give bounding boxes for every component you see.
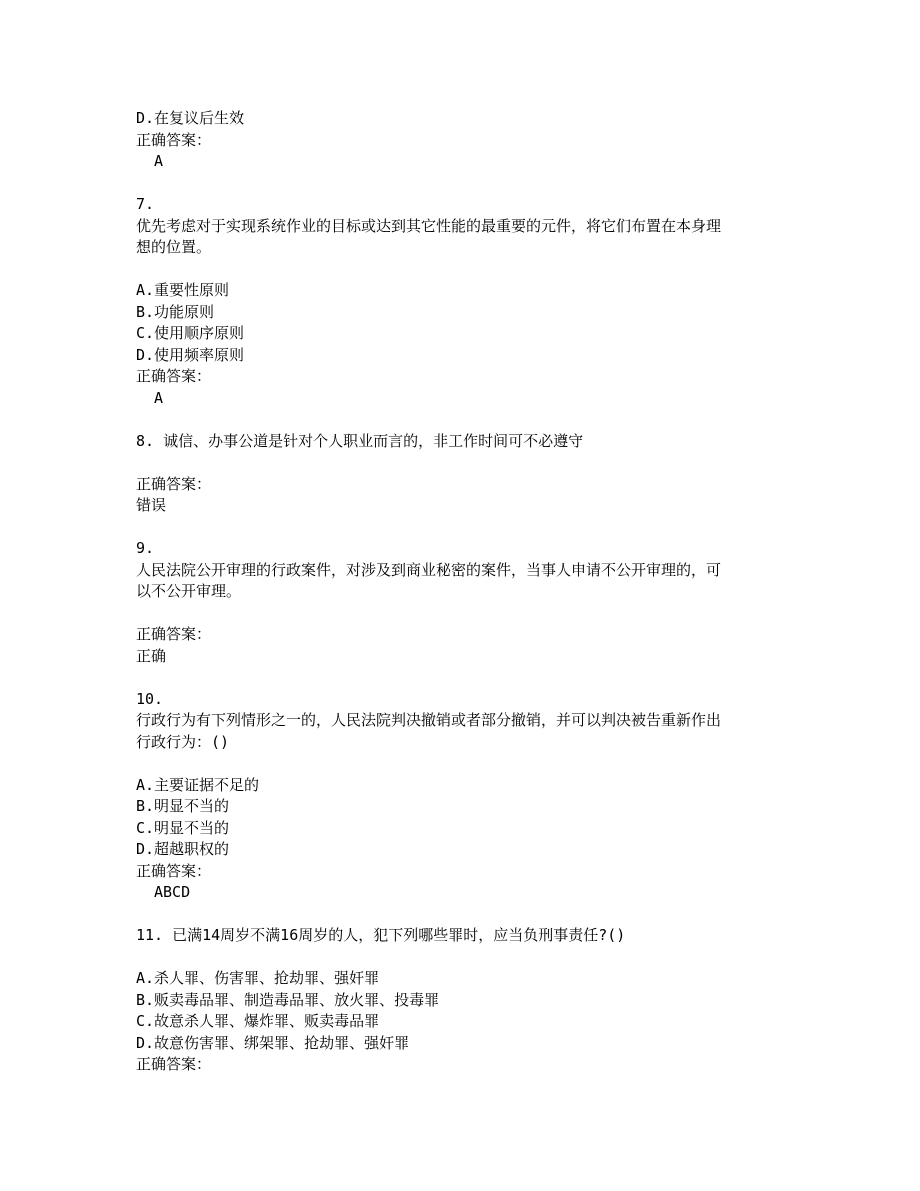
spacer bbox=[136, 603, 796, 625]
option-a: A.主要证据不足的 bbox=[136, 775, 260, 794]
option-b: B.功能原则 bbox=[136, 302, 215, 321]
question-stem-line: 以不公开审理。 bbox=[136, 582, 242, 600]
answer-label: 正确答案： bbox=[136, 625, 212, 643]
option-a: A.杀人罪、伤害罪、抢劫罪、强奸罪 bbox=[136, 969, 380, 987]
option-d: D.使用频率原则 bbox=[136, 345, 245, 364]
question-9 bbox=[136, 538, 796, 667]
spacer bbox=[136, 259, 796, 281]
spacer bbox=[136, 904, 796, 926]
answer-label: 正确答案： bbox=[136, 1055, 212, 1073]
option-a: A.重要性原则 bbox=[136, 281, 230, 299]
answer-label: 正确答案： bbox=[136, 367, 212, 385]
spacer bbox=[136, 947, 796, 969]
option-c: C.明显不当的 bbox=[136, 818, 230, 837]
answer-label: 正确答案： bbox=[136, 474, 212, 493]
answer-value: 正确 bbox=[136, 646, 167, 665]
answer-label: 正确答案： bbox=[136, 861, 212, 880]
question-list bbox=[136, 108, 796, 1076]
spacer bbox=[136, 452, 796, 474]
question-7 bbox=[136, 194, 796, 409]
option-c: C.故意杀人罪、爆炸罪、贩卖毒品罪 bbox=[136, 1012, 380, 1030]
spacer bbox=[136, 667, 796, 689]
option-c: C.使用顺序原则 bbox=[136, 324, 245, 342]
question-6-tail bbox=[136, 108, 796, 173]
option-d: D.故意伤害罪、绑架罪、抢劫罪、强奸罪 bbox=[136, 1033, 410, 1052]
answer-value: 错误 bbox=[136, 496, 167, 514]
question-stem-line: 优先考虑对于实现系统作业的目标或达到其它性能的最重要的元件，将它们布置在本身理 bbox=[136, 216, 722, 235]
question-stem-line: 8. 诚信、办事公道是针对个人职业而言的，非工作时间可不必遵守 bbox=[136, 431, 584, 450]
question-11 bbox=[136, 925, 796, 1076]
option-b: B.明显不当的 bbox=[136, 797, 230, 815]
spacer bbox=[136, 409, 796, 431]
option-d: D.在复议后生效 bbox=[136, 109, 245, 127]
question-number: 10. bbox=[136, 689, 164, 708]
answer-value: ABCD bbox=[154, 883, 191, 901]
question-8 bbox=[136, 431, 796, 517]
option-b: B.贩卖毒品罪、制造毒品罪、放火罪、投毒罪 bbox=[136, 990, 440, 1009]
spacer bbox=[136, 517, 796, 539]
question-stem-line: 行政行为：() bbox=[136, 732, 230, 751]
spacer bbox=[136, 173, 796, 195]
question-stem-line: 11. 已满14周岁不满16周岁的人，犯下列哪些罪时，应当负刑事责任?() bbox=[136, 926, 626, 944]
answer-label: 正确答案： bbox=[136, 130, 212, 149]
answer-value: A bbox=[154, 388, 164, 407]
question-stem-line: 人民法院公开审理的行政案件，对涉及到商业秘密的案件，当事人申请不公开审理的，可 bbox=[136, 560, 722, 579]
question-stem-line: 行政行为有下列情形之一的，人民法院判决撤销或者部分撤销，并可以判决被告重新作出 bbox=[136, 711, 722, 729]
question-number: 9. bbox=[136, 539, 155, 557]
spacer bbox=[136, 753, 796, 775]
option-d: D.超越职权的 bbox=[136, 840, 230, 858]
question-number: 7. bbox=[136, 195, 155, 213]
question-10 bbox=[136, 689, 796, 904]
question-stem-line: 想的位置。 bbox=[136, 238, 212, 256]
answer-value: A bbox=[154, 152, 164, 170]
